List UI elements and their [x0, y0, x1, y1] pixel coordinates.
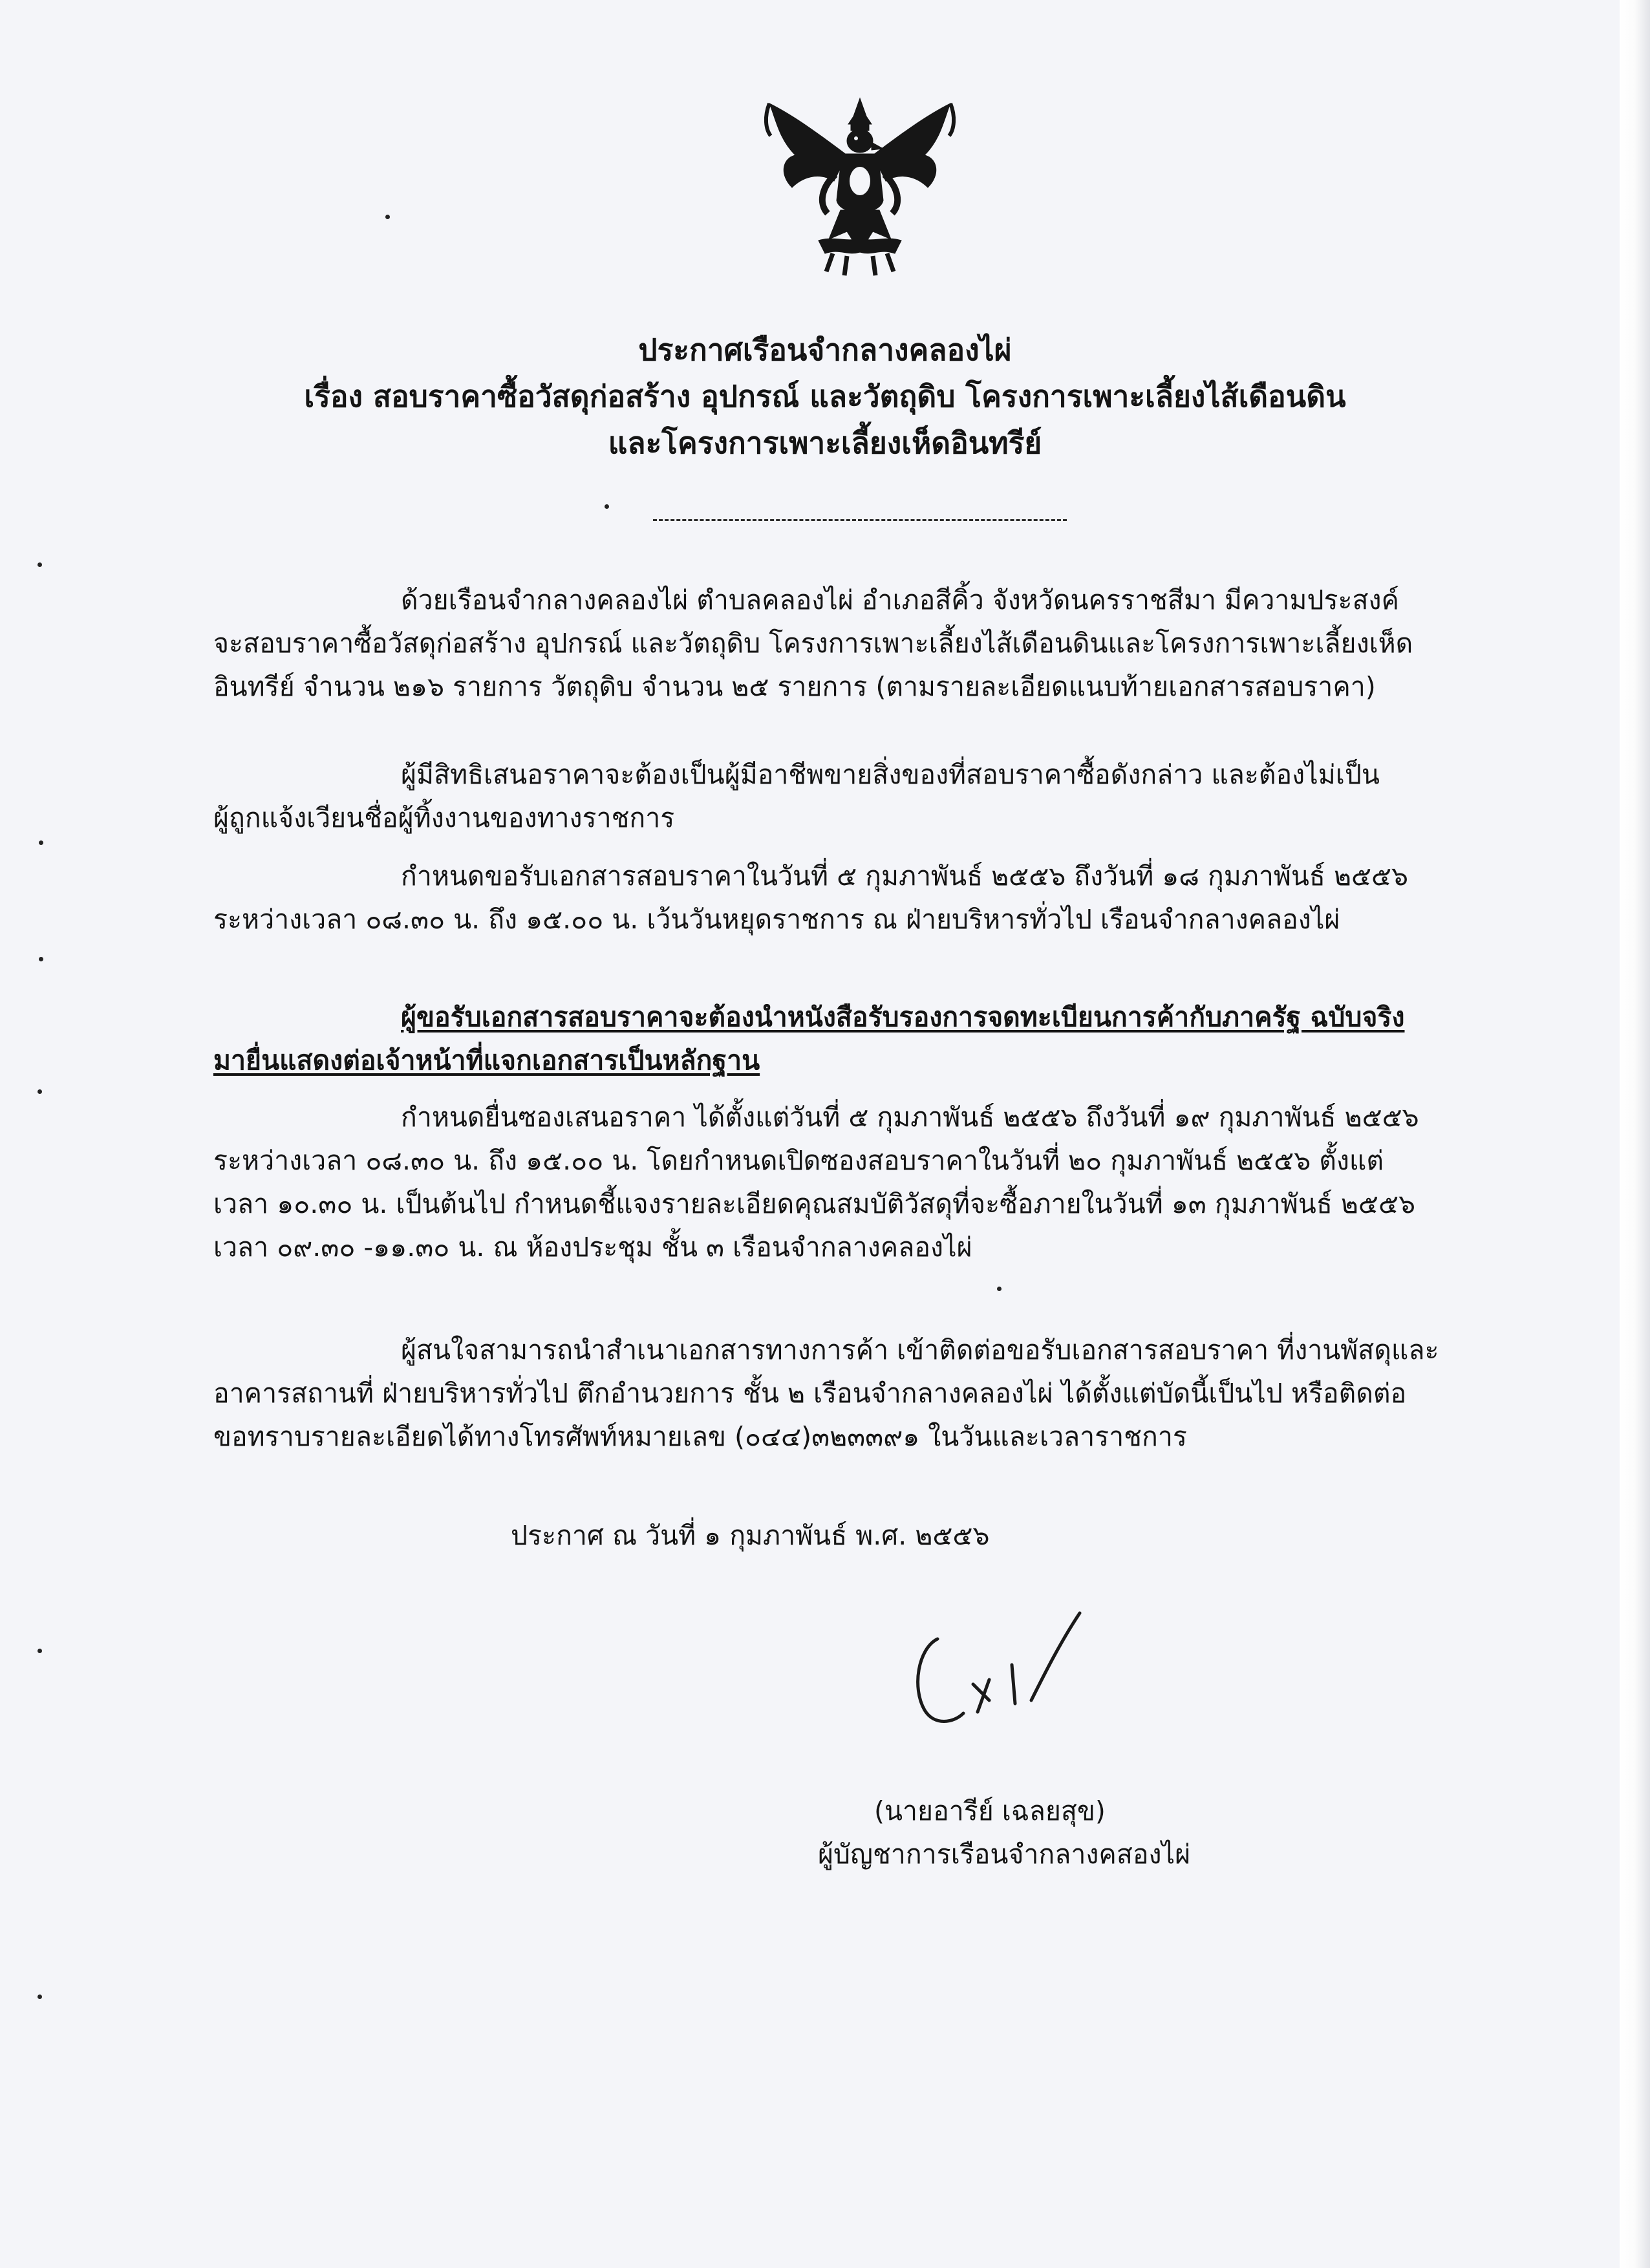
title-line-2: เรื่อง สอบราคาซื้อวัสดุก่อสร้าง อุปกรณ์ และวัตถุดิบ โครงการเพาะเลี้ยงไส้เดือนดิน	[304, 379, 1346, 414]
paragraph-line: อาคารสถานที่ ฝ่ายบริหารทั่วไป ตึกอำนวยการ ชั้น ๒ เรือนจำกลางคลองไผ่ ได้ตั้งแต่บัดนี้เป็นไป หรือติดต่อ	[213, 1378, 1407, 1409]
scan-speck	[605, 504, 609, 509]
paragraph-document-pickup	[213, 855, 1439, 941]
scan-speck	[38, 1649, 42, 1653]
paragraph-purpose	[213, 579, 1439, 709]
scan-speck	[38, 562, 42, 567]
paragraph-line: อินทรีย์ จำนวน ๒๑๖ รายการ วัตถุดิบ จำนวน ๒๕ รายการ (ตามรายละเอียดแนบท้ายเอกสารสอบราคา)	[213, 671, 1376, 702]
paragraph-line: จะสอบราคาซื้อวัสดุก่อสร้าง อุปกรณ์ และวัตถุดิบ โครงการเพาะเลี้ยงไส้เดือนดินและโครงการเพาะเลี้ยงเห็ด	[213, 628, 1413, 659]
paragraph-line: มายื่นแสดงต่อเจ้าหน้าที่แจกเอกสารเป็นหลักฐาน	[213, 1045, 760, 1076]
title-divider	[653, 519, 1067, 521]
paragraph-line: กำหนดยื่นซองเสนอราคา ได้ตั้งแต่วันที่ ๕ กุมภาพันธ์ ๒๕๕๖ ถึงวันที่ ๑๙ กุมภาพันธ์ ๒๕๕๖	[401, 1102, 1419, 1133]
paragraph-line: ด้วยเรือนจำกลางคลองไผ่ ตำบลคลองไผ่ อำเภอสีคิ้ว จังหวัดนครราชสีมา มีความประสงค์	[401, 584, 1399, 615]
paragraph-line: เวลา ๐๙.๓๐ -๑๑.๓๐ น. ณ ห้องประชุม ชั้น ๓ เรือนจำกลางคลองไผ่	[213, 1232, 972, 1263]
title-line-1: ประกาศเรือนจำกลางคลองไผ่	[638, 332, 1012, 367]
handwritten-signature	[899, 1603, 1119, 1752]
scan-speck	[385, 215, 390, 219]
paragraph-line: ผู้ขอรับเอกสารสอบราคาจะต้องนำหนังสือรับรองการจดทะเบียนการค้ากับภาครัฐ ฉบับจริง	[401, 1001, 1405, 1032]
paragraph-line: กำหนดขอรับเอกสารสอบราคาในวันที่ ๕ กุมภาพันธ์ ๒๕๕๖ ถึงวันที่ ๑๘ กุมภาพันธ์ ๒๕๕๖	[401, 861, 1409, 892]
paragraph-eligibility	[213, 753, 1439, 840]
scan-speck	[39, 840, 43, 845]
scan-speck	[39, 957, 43, 961]
signer-title: ผู้บัญชาการเรือนจำกลางคสองไผ่	[818, 1839, 1191, 1870]
paragraph-line: ผู้ถูกแจ้งเวียนชื่อผู้ทิ้งงานของทางราชการ	[213, 802, 675, 833]
scan-speck	[38, 1089, 42, 1094]
paragraph-line: ผู้สนใจสามารถนำสำเนาเอกสารทางการค้า เข้าติดต่อขอรับเอกสารสอบราคา ที่งานพัสดุและ	[401, 1334, 1439, 1365]
paragraph-bid-submission	[213, 1096, 1439, 1269]
paragraph-registration-requirement	[213, 996, 1439, 1082]
paragraph-line: เวลา ๑๐.๓๐ น. เป็นต้นไป กำหนดชี้แจงรายละเอียดคุณสมบัติวัสดุที่จะซื้อภายในวันที่ ๑๓ กุมภาพันธ์ ๒๕๕๖	[213, 1188, 1415, 1219]
title-line-3: และโครงการเพาะเลี้ยงเห็ดอินทรีย์	[608, 425, 1042, 460]
announcement-title	[0, 326, 1650, 466]
garuda-emblem-icon	[756, 91, 963, 284]
paragraph-line: ขอทราบรายละเอียดได้ทางโทรศัพท์หมายเลข (๐๔๔)๓๒๓๓๙๑ ในวันและเวลาราชการ	[213, 1421, 1187, 1452]
paragraph-line: ผู้มีสิทธิเสนอราคาจะต้องเป็นผู้มีอาชีพขายสิ่งของที่สอบราคาซื้อดังกล่าว และต้องไม่เป็น	[401, 759, 1380, 790]
announcement-dateline: ประกาศ ณ วันที่ ๑ กุมภาพันธ์ พ.ศ. ๒๕๕๖	[511, 1520, 990, 1551]
scan-speck	[38, 1995, 42, 1999]
paragraph-contact	[213, 1329, 1439, 1459]
paragraph-line: ระหว่างเวลา ๐๘.๓๐ น. ถึง ๑๕.๐๐ น. โดยกำหนดเปิดซองสอบราคาในวันที่ ๒๐ กุมภาพันธ์ ๒๕๕๖ ตั้งแต่	[213, 1145, 1384, 1176]
scan-speck	[997, 1287, 1002, 1291]
signer-name: (นายอารีย์ เฉลยสุข)	[874, 1795, 1106, 1826]
paragraph-line: ระหว่างเวลา ๐๘.๓๐ น. ถึง ๑๕.๐๐ น. เว้นวันหยุดราชการ ณ ฝ่ายบริหารทั่วไป เรือนจำกลางคลองไผ่	[213, 904, 1340, 935]
